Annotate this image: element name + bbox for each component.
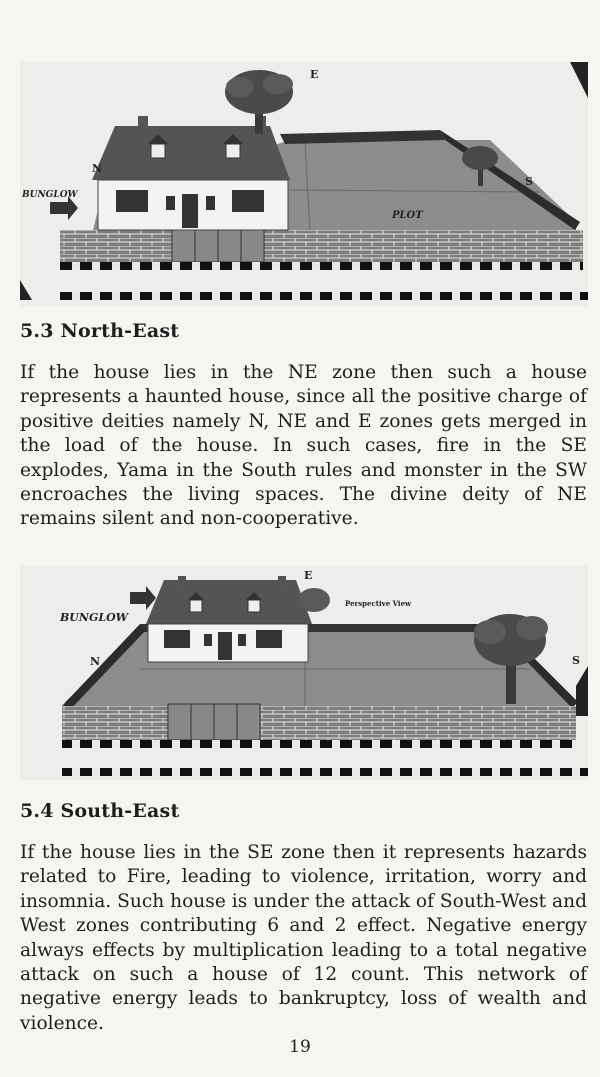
tree-small-icon-2: [298, 588, 330, 612]
figure-se-bunglow-illustration: [20, 566, 588, 780]
figure-se-svg: [20, 566, 588, 780]
section-body-north-east: If the house lies in the NE zone then such a house represents a haunted house, since all the positive charge of positive deities namely N, NE and E zones gets merged in the load of the house. In such cases, fire in the SE explodes, Yama in the South rules and monster in the SW encroaches the living spaces. The divine deity of NE remains silent and non-cooperative.: [20, 362, 587, 530]
house-roof: [92, 126, 290, 180]
fig2-north-label: N: [90, 655, 101, 668]
section-body-south-east: If the house lies in the SE zone then it represents hazards related to Fire, leading to violence, irritation, worry and insomnia. Such house is under the attack of South-West and West zones contributing 6 and 2 effect. Negative energy always effects by multiplication leading to a total negative attack on such a house of 12 count. This network of negative energy leads to bankruptcy, loss of wealth and violence.: [20, 842, 587, 1034]
front-brick-wall: [60, 230, 583, 262]
tree-icon: [225, 70, 293, 134]
fig2-east-label: E: [304, 569, 313, 582]
fig1-east-label: E: [310, 68, 319, 81]
page-number: 19: [289, 1037, 311, 1057]
road-stripe-top: [60, 262, 583, 270]
fig2-bunglow-label: BUNGLOW: [60, 611, 129, 624]
fig1-bunglow-label: BUNGLOW: [22, 190, 78, 200]
figure-ne-bunglow-illustration: [20, 62, 588, 306]
road-stripe-bottom: [60, 292, 588, 300]
arrow-icon-2: [130, 586, 156, 610]
figure-ne-svg: [20, 62, 588, 306]
front-brick-wall-2: [62, 706, 576, 740]
fig2-south-label: S: [572, 654, 580, 667]
section-heading-north-east: 5.3 North-East: [20, 320, 180, 342]
road-stripe-2-bottom: [62, 768, 588, 776]
fig1-north-label: N: [92, 162, 103, 175]
section-heading-south-east: 5.4 South-East: [20, 800, 180, 822]
fig1-south-label: S: [525, 175, 533, 188]
road-stripe-2-top: [62, 740, 576, 748]
fig2-perspective-label: Perspective View: [345, 599, 412, 608]
fig1-plot-label: PLOT: [392, 210, 423, 221]
house-roof-2: [146, 580, 312, 624]
